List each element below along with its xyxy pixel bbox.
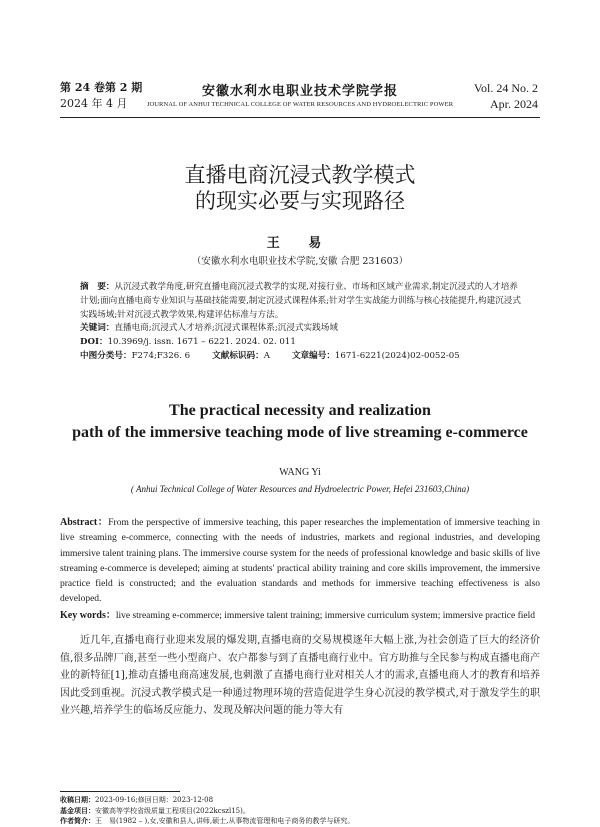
date-cn: 2024 年 4 月 bbox=[60, 97, 128, 110]
doi-text: 10.3969/j. issn. 1671 – 6221. 2024. 02. 011 bbox=[107, 337, 296, 348]
affiliation-en: ( Anhui Technical College of Water Resources and Hydroelectric Power, Hefei 231603,China) bbox=[130, 484, 470, 494]
abstract-cn-text: 从沉浸式教学角度,研究直播电商沉浸式教学的实现,对接行业、市场和区域产业需求,制定沉浸式的人才培养计划;面向直播电商专业知识与基础技能需要,制定沉浸式课程体系;针对学生实战能力训练与核心技能提升,构建沉浸式实践场域;针对沉浸式教学效果,构建评估标准与方法。 bbox=[80, 282, 521, 320]
clc-value: F274;F326. 6 bbox=[131, 350, 191, 361]
keywords-en bbox=[60, 608, 540, 624]
received-label: 收稿日期： bbox=[60, 795, 95, 804]
abstract-cn-block bbox=[80, 281, 525, 364]
fund-text: 安徽高等学校省级质量工程项目(2022kcszl15)。 bbox=[95, 806, 250, 815]
keywords-cn-label: 关键词： bbox=[80, 323, 115, 334]
journal-name-cn: 安徽水利水电职业技术学院学报 bbox=[201, 84, 398, 99]
keywords-en-text: live streaming e-commerce; immersive talent training; immersive curriculum system; immersive practice field bbox=[115, 610, 536, 621]
author-bio-text: 王 易(1982 – ),女,安徽和县人,讲师,硕士,从事物流管理和电子商务的教学与研究。 bbox=[95, 817, 355, 826]
abstract-en-block bbox=[60, 515, 540, 624]
doi bbox=[80, 336, 525, 350]
author-en: WANG Yi bbox=[279, 467, 321, 478]
title-en-line2: path of the immersive teaching mode of live streaming e-commerce bbox=[72, 424, 528, 441]
header-rule bbox=[60, 117, 540, 118]
footnotes bbox=[60, 795, 540, 827]
classification-row bbox=[80, 350, 525, 364]
date-en: Apr. 2024 bbox=[490, 97, 538, 111]
title-cn-line2: 的现实必要与实现路径 bbox=[195, 189, 405, 213]
affiliation-cn: （安徽水利水电职业技术学院,安徽 合肥 231603） bbox=[191, 256, 409, 267]
volume-issue-en: Vol. 24 No. 2 bbox=[473, 81, 538, 95]
clc bbox=[80, 350, 190, 364]
clc-label: 中图分类号： bbox=[80, 350, 132, 361]
title-en bbox=[0, 400, 600, 444]
article-no bbox=[292, 350, 460, 364]
abstract-en bbox=[60, 515, 540, 608]
keywords-cn-text: 直播电商;沉浸式人才培养;沉浸式课程体系;沉浸式实践场域 bbox=[114, 323, 338, 334]
article-no-label: 文章编号： bbox=[291, 350, 335, 361]
fund-label: 基金项目： bbox=[60, 805, 95, 815]
doc-code-value: A bbox=[263, 350, 270, 361]
keywords-en-label: Key words： bbox=[60, 609, 116, 621]
journal-name-en: JOURNAL OF ANHUI TECHNICAL COLLEGE OF WATER RESOURCES AND HYDROELECTRIC POWER bbox=[146, 101, 454, 108]
abstract-en-text: From the perspective of immersive teaching, this paper researches the implementation of immersive teaching in live streaming e-commerce, connecting with the needs of industries, markets and regional industries, and developing immersive talent training plans. The immersive course system for the needs of professional knowledge and basic skills of live streaming e-commerce is develeped; aiming at students' practical ability training and core skills improvement, the immersive practice field is constructed; and the evaluation standards and methods for immersive teaching effectiveness is also developed. bbox=[60, 518, 540, 605]
keywords-cn bbox=[80, 322, 525, 336]
footnote-fund bbox=[60, 806, 540, 817]
volume-issue-cn: 第 24 卷第 2 期 bbox=[60, 81, 143, 94]
footnote-received bbox=[60, 795, 540, 806]
author-bio-label: 作者简介： bbox=[60, 816, 95, 826]
doi-label: DOI： bbox=[80, 337, 108, 348]
header-right bbox=[474, 80, 538, 112]
footnote-author bbox=[60, 816, 540, 827]
article-no-value: 1671-6221(2024)02-0052-05 bbox=[334, 350, 460, 361]
received-text: 2023-09-16;修回日期：2023-12-08 bbox=[95, 796, 214, 804]
abstract-cn bbox=[80, 281, 525, 322]
footnote-rule bbox=[60, 791, 180, 792]
doc-code bbox=[212, 350, 270, 364]
title-en-line1: The practical necessity and realization bbox=[169, 402, 431, 419]
body-paragraph: 近几年,直播电商行业迎来发展的爆发期,直播电商的交易规模逐年大幅上涨,为社会创造了巨大的经济价值,很多品牌厂商,甚至一些小型商户、农户都参与到了直播电商行业中。官方助推与全民参与构成直播电商产业的新特征[1],推动直播电商高速发展,也刺激了直播电商行业对相关人才的需求,直播电商人才的教育和培养因此受到重视。沉浸式教学模式是一种通过物理环境的营造促进学生身心沉浸的教学模式,对于激发学生的职业兴趣,培养学生的临场反应能力、发现及解决问题的能力等大有 bbox=[60, 635, 540, 716]
title-cn-line1: 直播电商沉浸式教学模式 bbox=[184, 163, 416, 187]
abstract-en-label: Abstract： bbox=[60, 517, 109, 528]
title-cn bbox=[0, 162, 600, 214]
abstract-cn-label: 摘 要： bbox=[80, 282, 115, 292]
doc-code-label: 文献标识码： bbox=[212, 350, 264, 361]
author-cn: 王 易 bbox=[266, 236, 334, 251]
